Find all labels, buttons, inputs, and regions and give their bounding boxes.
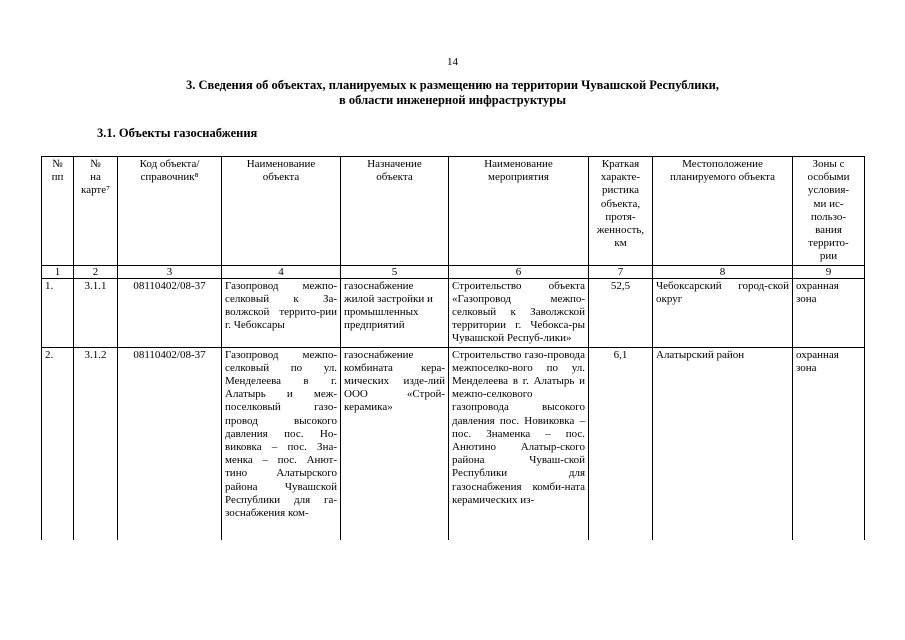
section-title — [0, 78, 905, 108]
header-object-name: Наименование объекта — [222, 157, 341, 266]
header-zones: Зоны с особыми условия- ми ис- пользо- вания террито- рии — [793, 157, 865, 266]
row-length: 6,1 — [589, 347, 653, 540]
page-number: 14 — [447, 56, 458, 68]
header-num: № пп — [42, 157, 74, 266]
row-location: Алатырский район — [653, 347, 793, 540]
header-length: Краткая характе- ристика объекта, протя- женность, км — [589, 157, 653, 266]
row-object-name: Газопровод межпо-селковый по ул. Менделеева в г. Алатырь и меж-поселковый газо-провод высокого давления пос. Но-виковка – пос. Зна-менка – пос. Анют-тино Алатырского района Чувашской Республики для га-зоснабжения ком- — [222, 347, 341, 540]
row-measure: Строительство газо-провода межпоселко-вого по ул. Менделеева в г. Алатырь и межпо-селкового газопровода высокого давления пос. Новиковка – пос. Знаменка – пос. Анютино Алатыр-ского района Чуваш-ской Республики для газоснабжения комби-ната керамических из- — [449, 347, 589, 540]
row-code: 08110402/08-37 — [118, 347, 222, 540]
table-row — [42, 278, 865, 347]
row-num: 2. — [42, 347, 74, 540]
column-number: 5 — [341, 265, 449, 278]
subsection-title: 3.1. Объекты газоснабжения — [97, 126, 258, 140]
column-number: 1 — [42, 265, 74, 278]
row-zone: охранная зона — [793, 278, 865, 347]
row-zone: охранная зона — [793, 347, 865, 540]
column-number: 9 — [793, 265, 865, 278]
row-num: 1. — [42, 278, 74, 347]
objects-table — [41, 156, 865, 540]
column-number: 2 — [74, 265, 118, 278]
row-measure: Строительство объекта «Газопровод межпо-селковый к Заволжской территории г. Чебокса-ры Чувашской Респуб-лики» — [449, 278, 589, 347]
row-location: Чебоксарский город-ской округ — [653, 278, 793, 347]
section-title-line-2: в области инженерной инфраструктуры — [339, 93, 566, 107]
column-number: 6 — [449, 265, 589, 278]
header-map-num: № на карте⁷ — [74, 157, 118, 266]
header-purpose: Назначение объекта — [341, 157, 449, 266]
row-object-name: Газопровод межпо-селковый к За-волжской террито-рии г. Чебоксары — [222, 278, 341, 347]
table-row — [42, 347, 865, 540]
row-purpose: газоснабжение жилой застройки и промышленных предприятий — [341, 278, 449, 347]
column-number: 8 — [653, 265, 793, 278]
row-map-num: 3.1.2 — [74, 347, 118, 540]
row-purpose: газоснабжение комбината кера-мических изде-лий ООО «Строй-керамика» — [341, 347, 449, 540]
header-location: Местоположение планируемого объекта — [653, 157, 793, 266]
header-code: Код объекта/ справочник⁸ — [118, 157, 222, 266]
table-header-row — [42, 157, 865, 266]
column-number: 3 — [118, 265, 222, 278]
row-code: 08110402/08-37 — [118, 278, 222, 347]
column-number: 4 — [222, 265, 341, 278]
section-title-line-1: 3. Сведения об объектах, планируемых к размещению на территории Чувашской Республики, — [186, 78, 719, 92]
header-measure: Наименование мероприятия — [449, 157, 589, 266]
column-numbers-row — [42, 265, 865, 278]
row-length: 52,5 — [589, 278, 653, 347]
row-map-num: 3.1.1 — [74, 278, 118, 347]
column-number: 7 — [589, 265, 653, 278]
